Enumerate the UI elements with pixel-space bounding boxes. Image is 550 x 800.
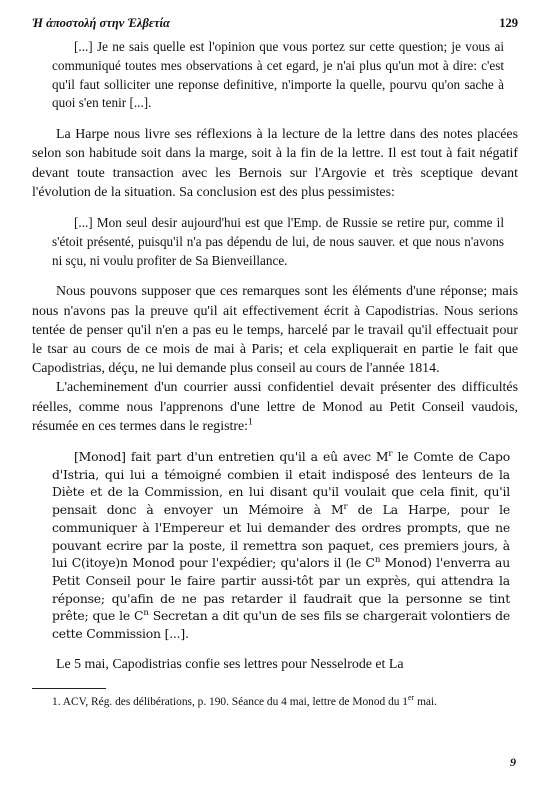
superscript: r <box>343 502 348 512</box>
quote3-part: [Monod] fait part d'un entretien qu'il a eû avec M <box>74 449 389 465</box>
block-quote-2: [...] Mon seul desir aujourd'hui est que l'Emp. de Russie se retire pur, comme il s'étoit présenté, puisqu'il n'a pas dépendu de lui, de nous sauver. et que nous n'avons ni sçu, ni voulu profiter de Sa Bienveillance. <box>52 215 504 268</box>
paragraph-1: La Harpe nous livre ses réflexions à la lecture de la lettre dans des notes placées selon son habitude soit dans la marge, soit à la fin de la lettre. Il est tout à fait négatif devant toute transaction avec les Bernois sur l'Argovie et très sceptique devant l'évolution de la situation. Sa conclusion est des plus pessimistes: <box>32 127 518 200</box>
superscript: er <box>408 693 415 703</box>
page-number: 129 <box>499 16 518 30</box>
quote3-part: le Comte de Capo d'Istria, qui lui a témoigné combien il etait indisposé des lenteurs de la Diète et de la Commission, en lui disant qu'il voulait que cela finit, qu'il pensait donc à envoyer un Mémoire à M <box>52 449 510 518</box>
footnote-text: 1. ACV, Rég. des délibérations, p. 190. Séance du 4 mai, lettre de Monod du 1 <box>52 695 409 708</box>
paragraph-3-text: L'acheminement d'un courrier aussi confidentiel devait présenter des difficultés réelles, comme nous l'apprenons d'une lettre de Monod au Petit Conseil vaudois, résumée en ces termes dans le registre: <box>32 380 518 434</box>
footnote-divider <box>32 688 106 689</box>
footnote <box>32 695 518 710</box>
quote3-part: Monod) l'enverra au Petit Conseil pour le faire partir aussi-tôt par un exprès, qui attendra la réponse; qu'afin de ne pas retarder il faudrait que la personne se tint prête; que le C <box>52 555 510 624</box>
folio-mark: 9 <box>510 755 516 769</box>
footnote-tail: mai. <box>414 695 437 708</box>
running-title: Ἡ ἀποστολή στην Ἑλβετία <box>32 16 170 30</box>
main-text <box>32 38 518 674</box>
superscript: n <box>374 555 381 566</box>
quote3-part: Secretan a dit qu'un de ses fils se chargerait volontiers de cette Commission [...]. <box>52 608 510 642</box>
footnote-ref: 1 <box>247 416 253 428</box>
block-quote-1: [...] Je ne sais quelle est l'opinion que vous portez sur cette question; je vous ai communiqué toutes mes observations à cet egard, je n'ai plus qu'un mot à dire: c'est qu'il faut solliciter une reponse definitive, n'importe la quelle, pourvu qu'on sache à quoi s'en tenir [...]. <box>52 39 504 111</box>
paragraph-3 <box>32 378 518 436</box>
running-header <box>32 16 518 38</box>
superscript: n <box>143 608 149 619</box>
superscript: r <box>388 448 393 459</box>
paragraph-4: Le 5 mai, Capodistrias confie ses lettres pour Nesselrode et La <box>56 656 404 672</box>
block-quote-3 <box>52 448 510 643</box>
page <box>32 16 518 788</box>
quote3-part: de La Harpe, pour le communiquer à l'Empereur et lui demander des ordres prompts, que ne pouvant ecrire par la poste, il remettra son paquet, ces premiers jours, à lui C(itoye)n Monod pour l'expédier; qu'alors il (le C <box>52 502 510 571</box>
paragraph-2: Nous pouvons supposer que ces remarques sont les éléments d'une réponse; mais nous n'avons pas la preuve qu'il ait effectivement écrit à Capodistrias. Nous serions tentée de penser qu'il n'en a pas eu le temps, harcelé par le travail qu'il effectuait pour le tsar au cours de ce mois de mai à Paris; et cela expliquerait en partie le fait que Capodistrias, déçu, ne lui demande plus conseil au cours de l'année 1814. <box>32 284 518 377</box>
